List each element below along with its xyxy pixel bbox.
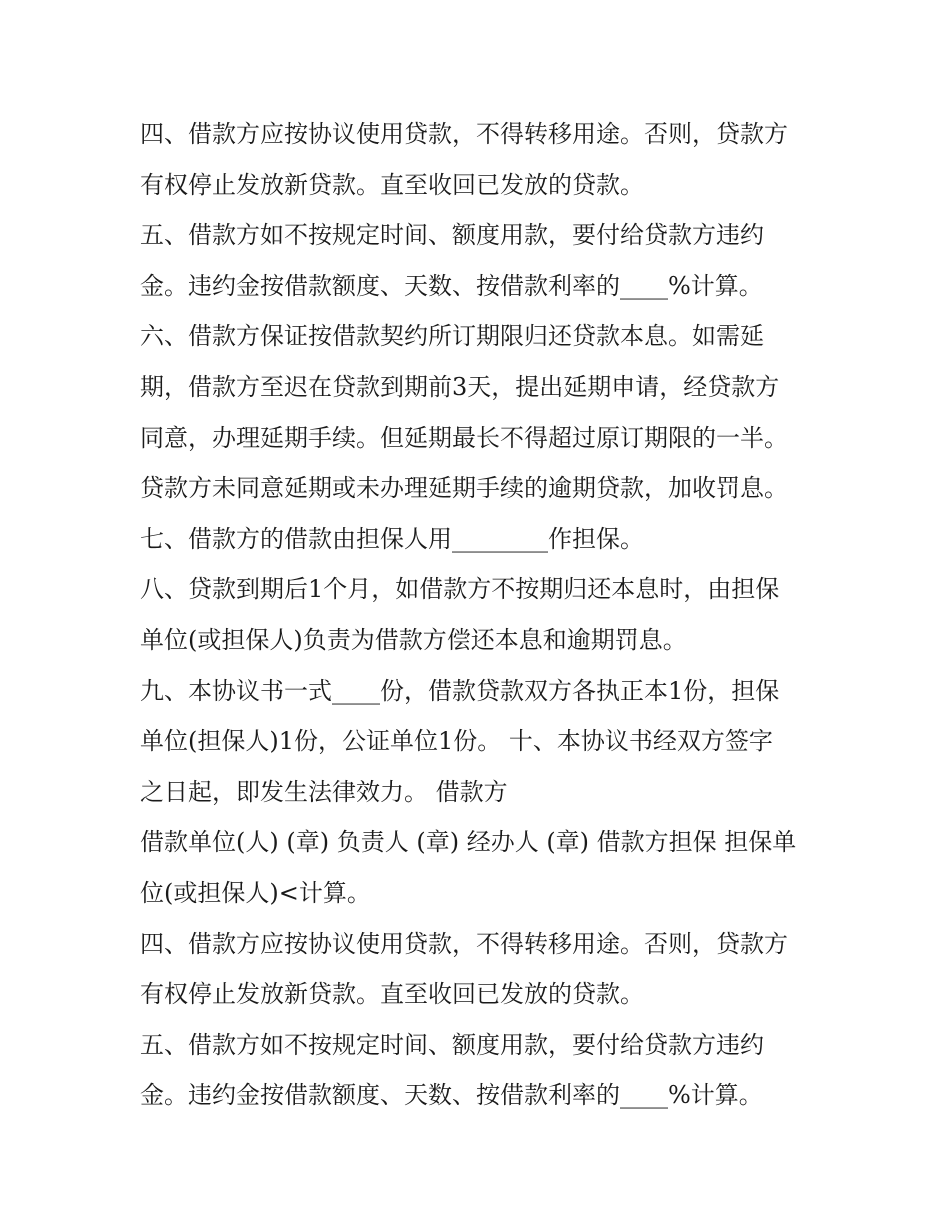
text-line: 五、借款方如不按规定时间、额度用款，要付给贷款方违约 <box>140 1030 764 1059</box>
text-line: 四、借款方应按协议使用贷款，不得转移用途。否则，贷款方 <box>140 929 788 958</box>
text-line: 七、借款方的借款由担保人用________作担保。 <box>140 524 644 553</box>
text-line: 九、本协议书一式____份，借款贷款双方各执正本1份，担保 <box>140 676 780 705</box>
document-body <box>140 109 820 1121</box>
text-line: 借款单位(人) (章) 负责人 (章) 经办人 (章) 借款方担保 担保单 <box>140 828 797 857</box>
text-line: 有权停止发放新贷款。直至收回已发放的贷款。 <box>140 170 644 199</box>
text-line: 贷款方未同意延期或未办理延期手续的逾期贷款，加收罚息。 <box>140 474 788 503</box>
text-line: 金。违约金按借款额度、天数、按借款利率的____%计算。 <box>140 1081 763 1110</box>
text-line: 之日起，即发生法律效力。 借款方 <box>140 777 508 806</box>
text-line: 五、借款方如不按规定时间、额度用款，要付给贷款方违约 <box>140 221 764 250</box>
text-line: 六、借款方保证按借款契约所订期限归还贷款本息。如需延 <box>140 322 764 351</box>
text-line: 位(或担保人)<计算。 <box>140 878 371 907</box>
text-line: 有权停止发放新贷款。直至收回已发放的贷款。 <box>140 980 644 1009</box>
text-line: 单位(担保人)1份，公证单位1份。 十、本协议书经双方签字 <box>140 727 773 756</box>
text-line: 同意，办理延期手续。但延期最长不得超过原订期限的一半。 <box>140 423 788 452</box>
text-line: 单位(或担保人)负责为借款方偿还本息和逾期罚息。 <box>140 625 687 654</box>
text-line: 四、借款方应按协议使用贷款，不得转移用途。否则，贷款方 <box>140 120 788 148</box>
text-line: 金。违约金按借款额度、天数、按借款利率的____%计算。 <box>140 271 763 300</box>
text-line: 八、贷款到期后1个月，如借款方不按期归还本息时，由担保 <box>140 575 780 604</box>
text-line: 期，借款方至迟在贷款到期前3天，提出延期申请，经贷款方 <box>140 372 780 401</box>
